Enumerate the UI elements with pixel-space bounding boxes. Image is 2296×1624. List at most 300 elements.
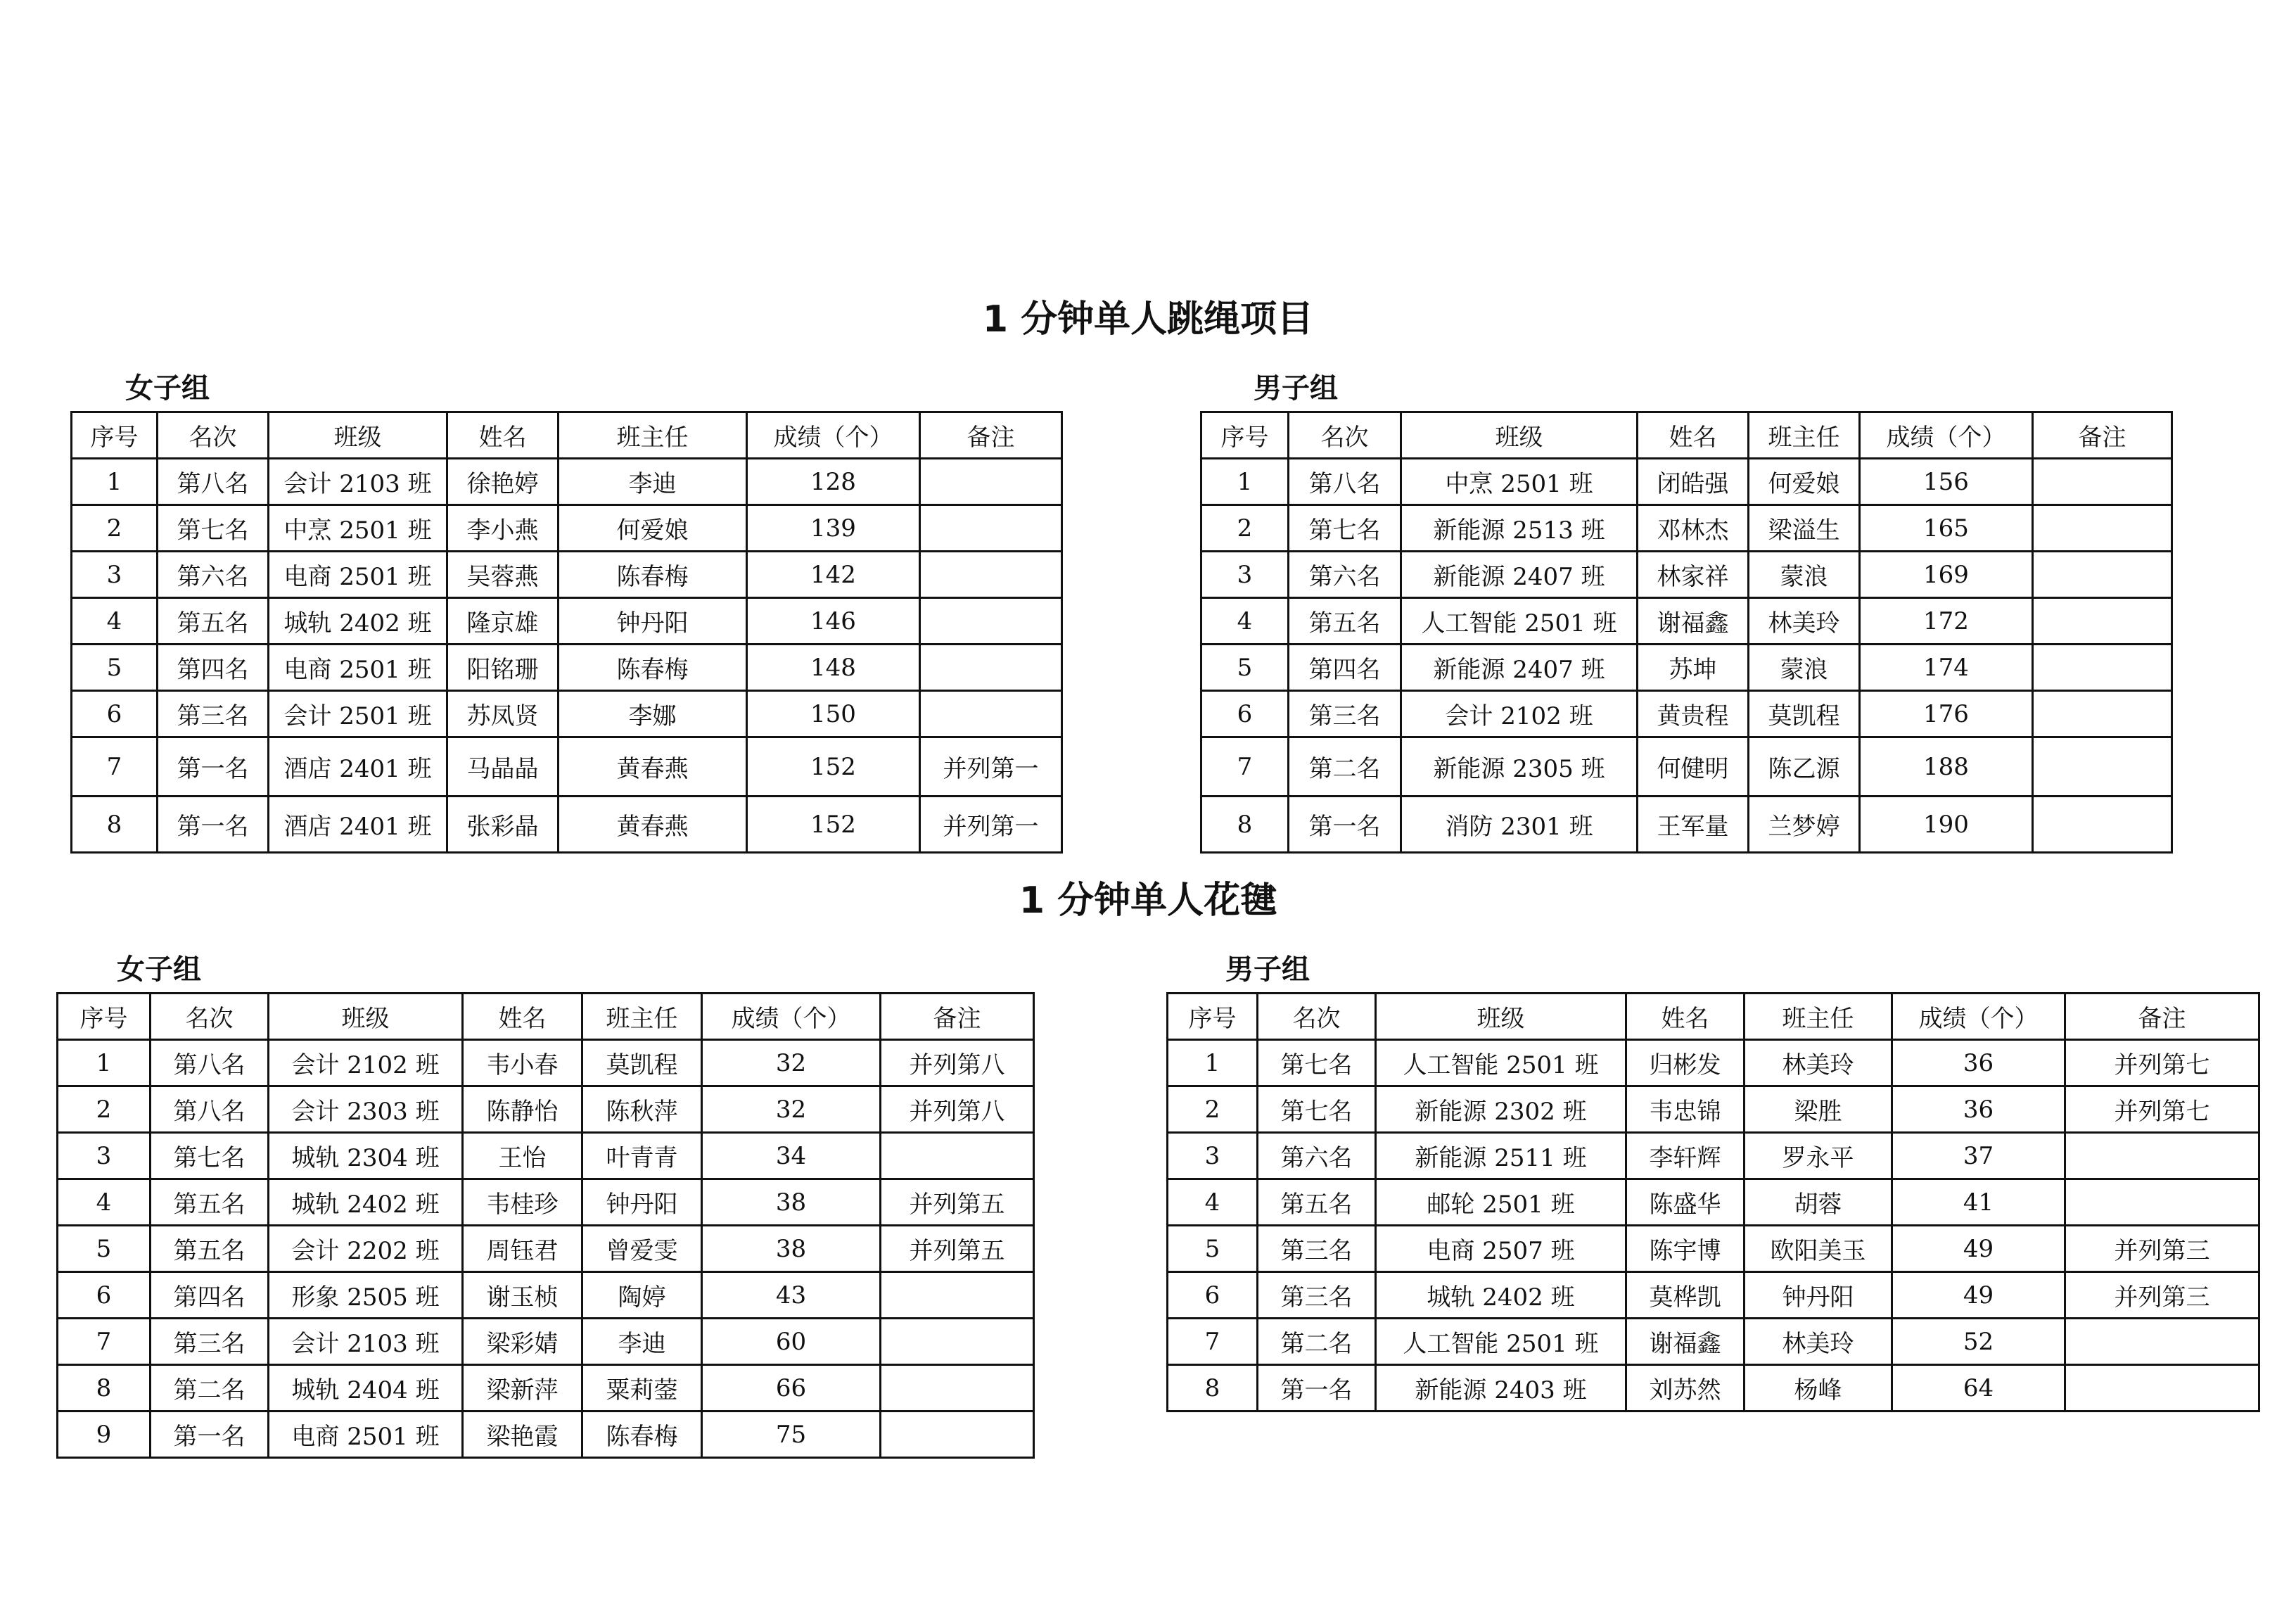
cell-class: 会计 2103 班 [269,459,447,505]
cell-seq: 1 [1201,459,1289,505]
cell-class: 新能源 2302 班 [1376,1086,1626,1133]
cell-score: 139 [747,505,920,552]
cell-class: 会计 2202 班 [269,1226,463,1272]
cell-rank: 第五名 [151,1226,269,1272]
cell-name: 邓林杰 [1638,505,1749,552]
cell-seq: 8 [1201,797,1289,853]
cell-note [920,598,1062,645]
header-seq: 序号 [58,994,151,1040]
cell-score: 152 [747,737,920,797]
cell-score: 49 [1892,1272,2065,1319]
section-title-shuttlecock: 1 分钟单人花毽 [1019,880,1277,922]
cell-note [2033,797,2172,853]
cell-rank: 第七名 [1289,505,1401,552]
shuttlecock-male-table [1166,992,2260,1412]
cell-score: 38 [702,1226,881,1272]
cell-rank: 第五名 [1289,598,1401,645]
cell-name: 陈静怡 [463,1086,582,1133]
cell-teacher: 陶婷 [582,1272,702,1319]
cell-note: 并列第五 [881,1179,1034,1226]
table-row [1168,1086,2259,1133]
jump-rope-male-table [1200,411,2173,854]
cell-note [881,1319,1034,1365]
table-row [1168,1365,2259,1412]
cell-seq: 8 [72,797,158,853]
cell-seq: 2 [72,505,158,552]
shuttlecock-female-table [56,992,1035,1459]
cell-score: 150 [747,691,920,737]
cell-rank: 第五名 [151,1179,269,1226]
table-row [1201,459,2172,505]
jump-rope-female-table [70,411,1063,854]
cell-rank: 第六名 [1289,552,1401,598]
cell-rank: 第一名 [158,797,269,853]
cell-seq: 2 [1168,1086,1258,1133]
cell-class: 人工智能 2501 班 [1376,1040,1626,1086]
header-score: 成绩（个） [702,994,881,1040]
table-row [1168,1133,2259,1179]
cell-name: 王怡 [463,1133,582,1179]
table-row [72,691,1062,737]
cell-name: 归彬发 [1626,1040,1745,1086]
cell-rank: 第三名 [1289,691,1401,737]
cell-class: 电商 2501 班 [269,1412,463,1458]
cell-rank: 第二名 [151,1365,269,1412]
table-header-row [58,994,1034,1040]
cell-class: 新能源 2511 班 [1376,1133,1626,1179]
cell-name: 苏凤贤 [447,691,559,737]
header-rank: 名次 [1289,412,1401,459]
header-note: 备注 [2033,412,2172,459]
cell-seq: 2 [58,1086,151,1133]
cell-name: 阳铭珊 [447,645,559,691]
cell-class: 人工智能 2501 班 [1401,598,1638,645]
cell-score: 174 [1860,645,2033,691]
cell-teacher: 林美玲 [1745,1319,1892,1365]
shuttlecock-female-label: 女子组 [117,953,201,986]
cell-name: 韦小春 [463,1040,582,1086]
header-seq: 序号 [1168,994,1258,1040]
header-name: 姓名 [463,994,582,1040]
cell-rank: 第四名 [1289,645,1401,691]
cell-name: 陈盛华 [1626,1179,1745,1226]
cell-class: 酒店 2401 班 [269,797,447,853]
cell-class: 会计 2102 班 [269,1040,463,1086]
table-row [1168,1179,2259,1226]
cell-name: 韦桂珍 [463,1179,582,1226]
cell-teacher: 梁溢生 [1749,505,1860,552]
table-row [1201,598,2172,645]
cell-class: 邮轮 2501 班 [1376,1179,1626,1226]
cell-note [920,459,1062,505]
cell-seq: 5 [58,1226,151,1272]
cell-note [881,1365,1034,1412]
cell-seq: 3 [58,1133,151,1179]
cell-rank: 第四名 [158,645,269,691]
header-note: 备注 [2065,994,2259,1040]
table-row [1201,552,2172,598]
table-row [1201,737,2172,797]
table-row [72,645,1062,691]
table-row [58,1179,1034,1226]
cell-note: 并列第三 [2065,1226,2259,1272]
cell-name: 陈宇博 [1626,1226,1745,1272]
cell-note [881,1412,1034,1458]
cell-note: 并列第一 [920,737,1062,797]
cell-name: 韦忠锦 [1626,1086,1745,1133]
cell-seq: 6 [72,691,158,737]
cell-name: 王军量 [1638,797,1749,853]
cell-name: 张彩晶 [447,797,559,853]
cell-teacher: 李迪 [559,459,747,505]
cell-rank: 第八名 [151,1040,269,1086]
cell-rank: 第一名 [1289,797,1401,853]
cell-rank: 第八名 [1289,459,1401,505]
cell-score: 41 [1892,1179,2065,1226]
table-row [1168,1272,2259,1319]
cell-seq: 7 [58,1319,151,1365]
cell-rank: 第六名 [158,552,269,598]
cell-seq: 6 [1168,1272,1258,1319]
cell-score: 146 [747,598,920,645]
cell-class: 新能源 2407 班 [1401,552,1638,598]
cell-name: 谢福鑫 [1626,1319,1745,1365]
cell-class: 电商 2501 班 [269,645,447,691]
cell-seq: 7 [72,737,158,797]
cell-note [920,691,1062,737]
cell-name: 刘苏然 [1626,1365,1745,1412]
table-header-row [72,412,1062,459]
cell-teacher: 李娜 [559,691,747,737]
cell-note: 并列第八 [881,1040,1034,1086]
cell-name: 李小燕 [447,505,559,552]
cell-score: 36 [1892,1086,2065,1133]
cell-class: 新能源 2513 班 [1401,505,1638,552]
cell-name: 李轩辉 [1626,1133,1745,1179]
cell-note: 并列第五 [881,1226,1034,1272]
cell-rank: 第三名 [158,691,269,737]
cell-name: 周钰君 [463,1226,582,1272]
cell-class: 酒店 2401 班 [269,737,447,797]
cell-name: 谢福鑫 [1638,598,1749,645]
jump-rope-female-label: 女子组 [125,372,210,405]
cell-note [920,505,1062,552]
table-row [58,1272,1034,1319]
cell-rank: 第八名 [158,459,269,505]
cell-score: 60 [702,1319,881,1365]
cell-seq: 7 [1168,1319,1258,1365]
cell-teacher: 林美玲 [1745,1040,1892,1086]
cell-score: 156 [1860,459,2033,505]
cell-note [2065,1365,2259,1412]
cell-teacher: 钟丹阳 [582,1179,702,1226]
cell-name: 黄贵程 [1638,691,1749,737]
table-row [72,459,1062,505]
cell-name: 梁新萍 [463,1365,582,1412]
cell-score: 172 [1860,598,2033,645]
cell-teacher: 陈乙源 [1749,737,1860,797]
cell-class: 电商 2507 班 [1376,1226,1626,1272]
jump-rope-male-label: 男子组 [1254,372,1338,405]
cell-teacher: 李迪 [582,1319,702,1365]
cell-note [2033,505,2172,552]
section-title-jump-rope: 1 分钟单人跳绳项目 [982,298,1314,341]
cell-seq: 4 [1201,598,1289,645]
cell-seq: 6 [58,1272,151,1319]
table-row [1201,691,2172,737]
cell-name: 谢玉桢 [463,1272,582,1319]
cell-note [2033,645,2172,691]
table-row [72,552,1062,598]
cell-score: 188 [1860,737,2033,797]
table-row [58,1133,1034,1179]
cell-teacher: 陈春梅 [582,1412,702,1458]
table-row [1201,645,2172,691]
cell-teacher: 兰梦婷 [1749,797,1860,853]
cell-teacher: 陈春梅 [559,645,747,691]
table-row [72,505,1062,552]
header-score: 成绩（个） [747,412,920,459]
cell-rank: 第一名 [1258,1365,1376,1412]
header-note: 备注 [920,412,1062,459]
header-teacher: 班主任 [559,412,747,459]
cell-seq: 7 [1201,737,1289,797]
cell-score: 49 [1892,1226,2065,1272]
table-row [72,737,1062,797]
header-class: 班级 [269,412,447,459]
cell-note [920,645,1062,691]
cell-class: 会计 2102 班 [1401,691,1638,737]
header-teacher: 班主任 [582,994,702,1040]
cell-note [2065,1319,2259,1365]
cell-teacher: 黄春燕 [559,737,747,797]
cell-note [2033,737,2172,797]
header-teacher: 班主任 [1749,412,1860,459]
cell-class: 城轨 2402 班 [1376,1272,1626,1319]
cell-seq: 3 [72,552,158,598]
cell-seq: 8 [1168,1365,1258,1412]
header-name: 姓名 [1638,412,1749,459]
cell-note [2033,691,2172,737]
cell-seq: 5 [1201,645,1289,691]
header-score: 成绩（个） [1892,994,2065,1040]
cell-teacher: 钟丹阳 [559,598,747,645]
table-row [72,598,1062,645]
cell-seq: 4 [1168,1179,1258,1226]
table-row [58,1412,1034,1458]
cell-note [2033,459,2172,505]
cell-teacher: 粟莉蓥 [582,1365,702,1412]
cell-rank: 第三名 [1258,1226,1376,1272]
cell-rank: 第一名 [151,1412,269,1458]
cell-class: 新能源 2407 班 [1401,645,1638,691]
cell-note [2065,1133,2259,1179]
header-name: 姓名 [447,412,559,459]
cell-teacher: 叶青青 [582,1133,702,1179]
cell-name: 吴蓉燕 [447,552,559,598]
cell-class: 中烹 2501 班 [1401,459,1638,505]
cell-rank: 第五名 [1258,1179,1376,1226]
table-row [1201,797,2172,853]
cell-score: 34 [702,1133,881,1179]
cell-name: 梁彩婧 [463,1319,582,1365]
cell-score: 152 [747,797,920,853]
cell-name: 何健明 [1638,737,1749,797]
cell-seq: 3 [1168,1133,1258,1179]
cell-rank: 第二名 [1258,1319,1376,1365]
cell-rank: 第三名 [151,1319,269,1365]
header-class: 班级 [269,994,463,1040]
cell-rank: 第七名 [1258,1040,1376,1086]
cell-seq: 5 [72,645,158,691]
cell-rank: 第六名 [1258,1133,1376,1179]
cell-class: 城轨 2402 班 [269,598,447,645]
cell-score: 32 [702,1040,881,1086]
header-rank: 名次 [158,412,269,459]
header-class: 班级 [1376,994,1626,1040]
cell-rank: 第七名 [158,505,269,552]
cell-name: 梁艳霞 [463,1412,582,1458]
cell-class: 会计 2501 班 [269,691,447,737]
cell-seq: 3 [1201,552,1289,598]
cell-teacher: 莫凯程 [1749,691,1860,737]
cell-score: 75 [702,1412,881,1458]
cell-score: 36 [1892,1040,2065,1086]
header-name: 姓名 [1626,994,1745,1040]
cell-score: 37 [1892,1133,2065,1179]
cell-class: 城轨 2404 班 [269,1365,463,1412]
cell-teacher: 欧阳美玉 [1745,1226,1892,1272]
cell-teacher: 蒙浪 [1749,645,1860,691]
table-row [72,797,1062,853]
cell-teacher: 何爱娘 [559,505,747,552]
cell-name: 马晶晶 [447,737,559,797]
cell-note [2065,1179,2259,1226]
table-row [1168,1226,2259,1272]
cell-seq: 9 [58,1412,151,1458]
cell-score: 52 [1892,1319,2065,1365]
header-score: 成绩（个） [1860,412,2033,459]
cell-class: 城轨 2304 班 [269,1133,463,1179]
cell-class: 新能源 2403 班 [1376,1365,1626,1412]
cell-class: 电商 2501 班 [269,552,447,598]
cell-class: 人工智能 2501 班 [1376,1319,1626,1365]
header-seq: 序号 [72,412,158,459]
cell-teacher: 罗永平 [1745,1133,1892,1179]
table-row [58,1365,1034,1412]
header-note: 备注 [881,994,1034,1040]
cell-score: 176 [1860,691,2033,737]
table-row [1201,505,2172,552]
cell-rank: 第七名 [1258,1086,1376,1133]
cell-class: 会计 2303 班 [269,1086,463,1133]
table-header-row [1168,994,2259,1040]
cell-teacher: 陈春梅 [559,552,747,598]
cell-score: 165 [1860,505,2033,552]
table-row [58,1086,1034,1133]
cell-note: 并列第一 [920,797,1062,853]
cell-rank: 第四名 [151,1272,269,1319]
table-row [1168,1319,2259,1365]
cell-score: 142 [747,552,920,598]
cell-teacher: 林美玲 [1749,598,1860,645]
cell-teacher: 莫凯程 [582,1040,702,1086]
shuttlecock-male-label: 男子组 [1225,953,1310,986]
cell-name: 莫桦凯 [1626,1272,1745,1319]
cell-seq: 1 [72,459,158,505]
table-row [58,1319,1034,1365]
cell-note: 并列第七 [2065,1040,2259,1086]
header-rank: 名次 [151,994,269,1040]
cell-seq: 4 [58,1179,151,1226]
cell-name: 闭皓强 [1638,459,1749,505]
cell-teacher: 黄春燕 [559,797,747,853]
cell-rank: 第一名 [158,737,269,797]
header-rank: 名次 [1258,994,1376,1040]
header-seq: 序号 [1201,412,1289,459]
cell-seq: 1 [1168,1040,1258,1086]
cell-teacher: 蒙浪 [1749,552,1860,598]
cell-score: 32 [702,1086,881,1133]
cell-score: 148 [747,645,920,691]
cell-seq: 4 [72,598,158,645]
cell-class: 中烹 2501 班 [269,505,447,552]
cell-note [881,1272,1034,1319]
cell-class: 消防 2301 班 [1401,797,1638,853]
cell-class: 城轨 2402 班 [269,1179,463,1226]
cell-rank: 第七名 [151,1133,269,1179]
cell-teacher: 梁胜 [1745,1086,1892,1133]
cell-note: 并列第三 [2065,1272,2259,1319]
cell-rank: 第二名 [1289,737,1401,797]
cell-score: 64 [1892,1365,2065,1412]
cell-seq: 5 [1168,1226,1258,1272]
cell-score: 128 [747,459,920,505]
cell-teacher: 何爱娘 [1749,459,1860,505]
cell-note: 并列第八 [881,1086,1034,1133]
cell-score: 190 [1860,797,2033,853]
cell-seq: 2 [1201,505,1289,552]
cell-teacher: 曾爱雯 [582,1226,702,1272]
cell-score: 43 [702,1272,881,1319]
cell-name: 苏坤 [1638,645,1749,691]
table-header-row [1201,412,2172,459]
cell-teacher: 杨峰 [1745,1365,1892,1412]
cell-score: 66 [702,1365,881,1412]
cell-name: 隆京雄 [447,598,559,645]
cell-teacher: 钟丹阳 [1745,1272,1892,1319]
cell-class: 会计 2103 班 [269,1319,463,1365]
cell-score: 38 [702,1179,881,1226]
cell-note [881,1133,1034,1179]
cell-seq: 8 [58,1365,151,1412]
cell-class: 新能源 2305 班 [1401,737,1638,797]
table-row [1168,1040,2259,1086]
cell-rank: 第八名 [151,1086,269,1133]
cell-class: 形象 2505 班 [269,1272,463,1319]
cell-note [2033,552,2172,598]
cell-rank: 第五名 [158,598,269,645]
cell-score: 169 [1860,552,2033,598]
header-teacher: 班主任 [1745,994,1892,1040]
cell-name: 林家祥 [1638,552,1749,598]
cell-teacher: 陈秋萍 [582,1086,702,1133]
cell-note [920,552,1062,598]
cell-note: 并列第七 [2065,1086,2259,1133]
cell-name: 徐艳婷 [447,459,559,505]
table-row [58,1226,1034,1272]
cell-rank: 第三名 [1258,1272,1376,1319]
